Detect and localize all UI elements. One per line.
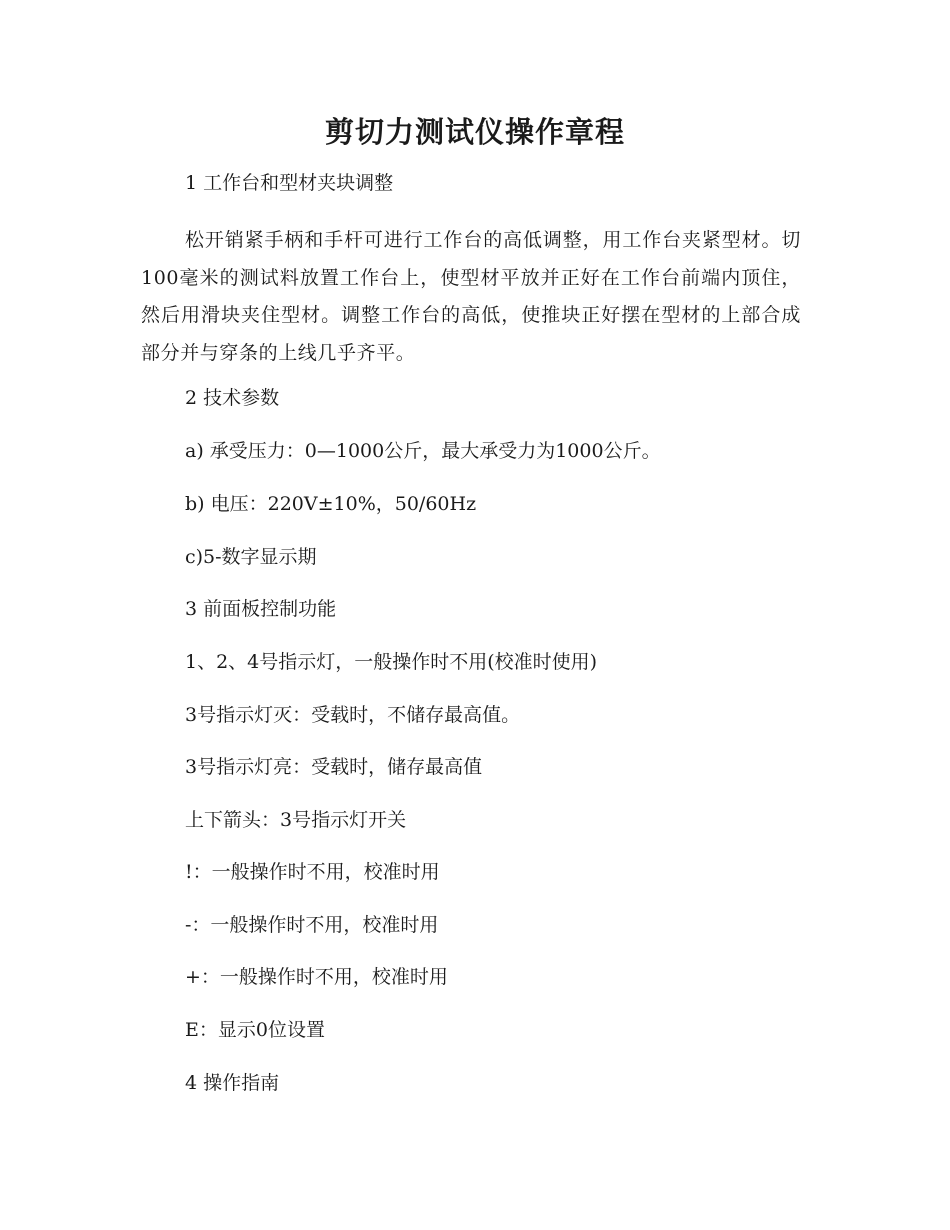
section-heading-1: 1 工作台和型材夹块调整 bbox=[185, 172, 394, 194]
section-heading-4: 4 操作指南 bbox=[185, 1072, 280, 1094]
control-item-4: 上下箭头：3号指示灯开关 bbox=[185, 809, 407, 831]
control-item-2: 3号指示灯灭：受载时，不储存最高值。 bbox=[185, 704, 521, 726]
section-heading-3: 3 前面板控制功能 bbox=[185, 598, 337, 620]
control-item-8: E：显示0位设置 bbox=[185, 1019, 325, 1041]
control-item-1: 1、2、4号指示灯，一般操作时不用(校准时使用) bbox=[185, 651, 598, 673]
control-item-5: !：一般操作时不用，校准时用 bbox=[185, 861, 440, 883]
param-a: a) 承受压力：0—1000公斤，最大承受力为1000公斤。 bbox=[185, 440, 661, 462]
section-heading-2: 2 技术参数 bbox=[185, 387, 280, 409]
control-item-3: 3号指示灯亮：受载时，储存最高值 bbox=[185, 756, 483, 778]
param-b: b) 电压：220V±10%，50/60Hz bbox=[185, 493, 477, 515]
section-1-paragraph: 松开销紧手柄和手杆可进行工作台的高低调整，用工作台夹紧型材。切100毫米的测试料放置工作台上，使型材平放并正好在工作台前端内顶住，然后用滑块夹住型材。调整工作台的高低，使推块正好摆在型材的上部合成部分并与穿条的上线几乎齐平。 bbox=[141, 229, 801, 364]
control-item-7: +：一般操作时不用，校准时用 bbox=[185, 966, 448, 988]
page-title: 剪切力测试仪操作章程 bbox=[324, 115, 625, 149]
param-c: c)5-数字显示期 bbox=[185, 546, 317, 568]
control-item-6: -：一般操作时不用，校准时用 bbox=[185, 914, 439, 936]
